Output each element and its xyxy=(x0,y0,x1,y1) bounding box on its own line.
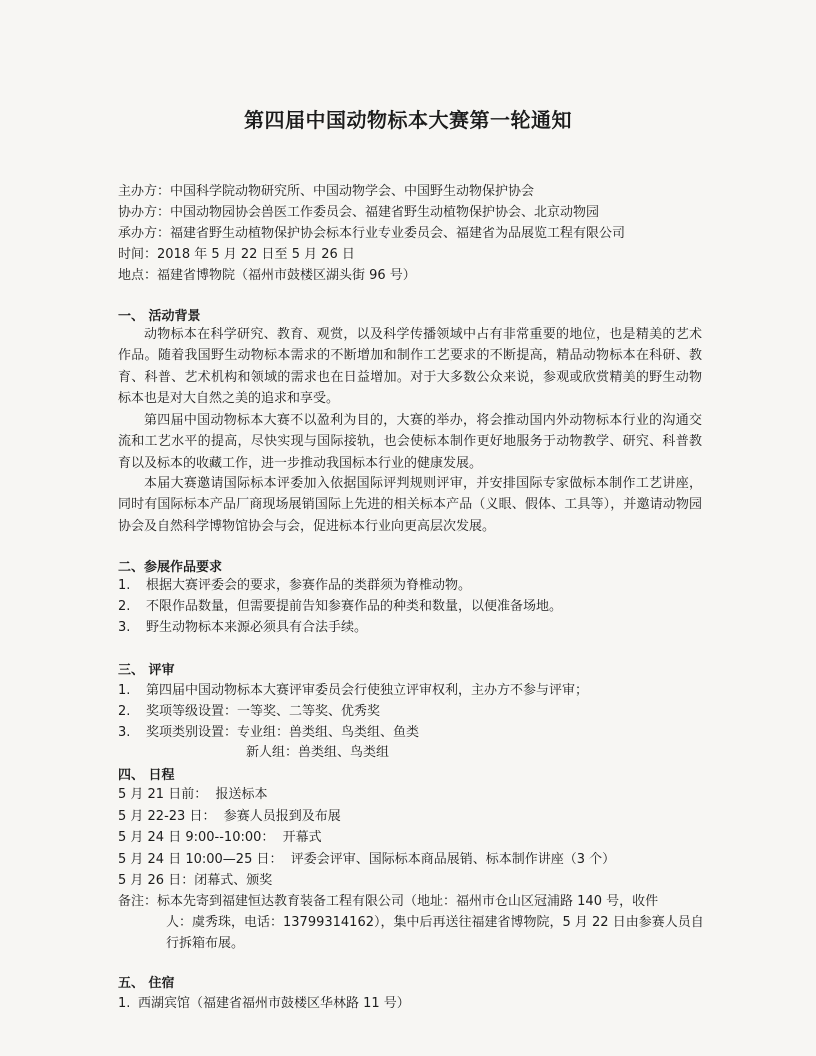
list-item-text: 奖项等级设置：一等奖、二等奖、优秀奖 xyxy=(146,704,381,719)
list-item-number: 1. xyxy=(118,996,131,1011)
note-label: 备注： xyxy=(118,894,158,909)
schedule-event: 评委会评审、国际标本商品展销、标本制作讲座（3 个） xyxy=(290,852,616,867)
list-item-continuation: 新人组：兽类组、鸟类组 xyxy=(246,745,390,760)
note-text: 标本先寄到福建恒达教育装备工程有限公司（地址：福州市仓山区冠浦路 140 号，收件 xyxy=(157,894,659,909)
section-1-heading: 一、 活动背景 xyxy=(118,309,201,324)
section-1-paragraph-2: 第四届中国动物标本大赛不以盈利为目的，大赛的举办，将会推动国内外动物标本行业的沟通交流和工艺水平的提高，尽快实现与国际接轨，也会使标本制作更好地服务于动物教学、研究、科普教育以及标本的收藏工作，进一步推动我国标本行业的健康发展。 xyxy=(118,413,702,471)
note-continuation: 人：虞秀珠，电话：13799314162），集中后再送往福建省博物院，5 月 22 日由参赛人员自行拆箱布展。 xyxy=(166,915,704,951)
schedule-date: 5 月 21 日前： xyxy=(118,787,208,802)
schedule-row xyxy=(118,784,268,805)
list-item xyxy=(118,596,562,617)
list-item-text: 第四届中国动物标本大赛评审委员会行使独立评审权利，主办方不参与评审； xyxy=(146,683,589,698)
document-title: 第四届中国动物标本大赛第一轮通知 xyxy=(244,108,572,132)
schedule-date: 5 月 24 日 10:00—25 日： xyxy=(118,852,283,867)
list-item xyxy=(118,722,419,743)
list-item-number: 3. xyxy=(118,725,131,740)
schedule-event: 参赛人员报到及布展 xyxy=(223,809,341,824)
info-time: 时间：2018 年 5 月 22 日至 5 月 26 日 xyxy=(118,247,355,262)
list-item xyxy=(118,680,588,701)
list-item-number: 2. xyxy=(118,599,131,614)
schedule-row xyxy=(118,827,322,848)
list-item xyxy=(118,575,471,596)
schedule-row xyxy=(118,806,341,827)
list-item-text: 野生动物标本来源必须具有合法手续。 xyxy=(146,620,368,635)
list-item-number: 1. xyxy=(118,578,131,593)
schedule-row xyxy=(118,870,272,891)
list-item-number: 1. xyxy=(118,683,131,698)
section-2-heading: 二、参展作品要求 xyxy=(118,560,223,575)
list-item-number: 3. xyxy=(118,620,131,635)
schedule-event: 报送标本 xyxy=(215,787,268,802)
info-organizer: 主办方：中国科学院动物研究所、中国动物学会、中国野生动物保护协会 xyxy=(118,184,535,199)
list-item xyxy=(118,701,380,722)
info-location: 地点：福建省博物院（福州市鼓楼区湖头街 96 号） xyxy=(118,268,416,283)
schedule-row xyxy=(118,849,615,870)
info-undertaker: 承办方：福建省野生动植物保护协会标本行业专业委员会、福建省为品展览工程有限公司 xyxy=(118,226,626,241)
note-first-line xyxy=(118,891,658,912)
section-3-heading: 三、 评审 xyxy=(118,663,175,678)
list-item-text: 奖项类别设置：专业组：兽类组、鸟类组、鱼类 xyxy=(146,725,420,740)
list-item xyxy=(118,617,367,638)
section-1-paragraph-3: 本届大赛邀请国际标本评委加入依据国际评判规则评审，并安排国际专家做标本制作工艺讲座，同时有国际标本产品厂商现场展销国际上先进的相关标本产品（义眼、假体、工具等），并邀请动物园协会及自然科学博物馆协会与会，促进标本行业向更高层次发展。 xyxy=(118,476,702,534)
schedule-date: 5 月 24 日 9:00--10:00： xyxy=(118,830,275,845)
schedule-event: 开幕式 xyxy=(282,830,322,845)
section-5-heading: 五、 住宿 xyxy=(118,976,175,991)
schedule-date: 5 月 26 日： xyxy=(118,873,195,888)
schedule-date: 5 月 22-23 日： xyxy=(118,809,216,824)
info-co-organizer: 协办方：中国动物园协会兽医工作委员会、福建省野生动植物保护协会、北京动物园 xyxy=(118,205,600,220)
list-item-number: 2. xyxy=(118,704,131,719)
list-item-text: 根据大赛评委会的要求，参赛作品的类群须为脊椎动物。 xyxy=(146,578,472,593)
list-item-text: 西湖宾馆（福建省福州市鼓楼区华林路 11 号） xyxy=(138,996,410,1011)
list-item-text: 不限作品数量，但需要提前告知参赛作品的种类和数量，以便准备场地。 xyxy=(146,599,563,614)
section-1-paragraph-1: 动物标本在科学研究、教育、观赏，以及科学传播领域中占有非常重要的地位，也是精美的艺术作品。随着我国野生动物标本需求的不断增加和制作工艺要求的不断提高，精品动物标本在科研、教育、科普、艺术机构和领域的需求也在日益增加。对于大多数公众来说，参观或欣赏精美的野生动物标本也是对大自然之美的追求和享受。 xyxy=(118,327,702,406)
section-4-heading: 四、 日程 xyxy=(118,768,175,783)
schedule-event: 闭幕式、颁奖 xyxy=(194,873,273,888)
list-item xyxy=(118,993,410,1014)
